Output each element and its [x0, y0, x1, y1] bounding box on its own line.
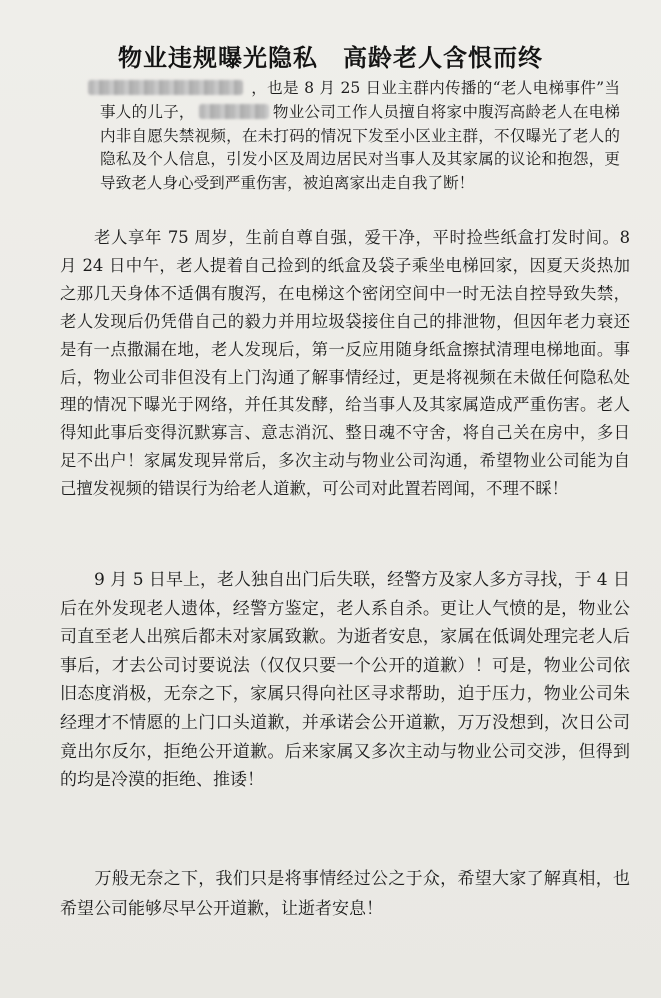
- redacted-company: [199, 104, 269, 119]
- paragraph-incident: 9 月 5 日早上，老人独自出门后失联，经警方及家人多方寻找，于 4 日后在外发现老人遗体，经警方鉴定，老人系自杀。更让人气愤的是，物业公司直至老人出殡后都未对家属致歉。为逝者安息，家属在低调处理完老人后事后，才去公司讨要说法（仅仅只要一个公开的道歉）！可是，物业公司依旧态度消极，无奈之下，家属只得向社区寻求帮助，迫于压力，物业公司朱经理才不情愿的上门口头道歉，并承诺会公开道歉，万万没想到，次日公司竟出尔反尔，拒绝公开道歉。后来家属又多次主动与物业公司交涉，但得到的均是冷漠的拒绝、推诿！: [60, 570, 630, 791]
- paragraph-appeal: 万般无奈之下，我们只是将事情经过公之于众，希望大家了解真相，也希望公司能够尽早公开道歉，让逝者安息！: [60, 869, 630, 919]
- document-title: 物业违规曝光隐私 高龄老人含恨而终: [118, 43, 543, 72]
- intro-text-b: 物业公司工作人员擅自将家中腹泻高龄老人在电梯内非自愿失禁视频，在未打码的情况下发至小区业主群，不仅曝光了老人的隐私及个人信息，引发小区及周边居民对当事人及其家属的议论和抱怨，更导致老人身心受到严重伤害，被迫离家出走自我了断！: [100, 102, 620, 193]
- redacted-name: [88, 80, 243, 95]
- paragraph-intro: [100, 77, 620, 196]
- paragraph-background: 老人享年 75 周岁，生前自尊自强，爱干净，平时捡些纸盒打发时间。8 月 24 日中午，老人提着自己捡到的纸盒及袋子乘坐电梯回家，因夏天炎热加之那几天身体不适偶有腹泻，在电梯这个密闭空间中一时无法自控导致失禁，老人发现后仍凭借自己的毅力并用垃圾袋接住自己的排泄物，但因年老力衰还是有一点撒漏在地，老人发现后，第一反应用随身纸盒擦拭清理电梯地面。事后，物业公司非但没有上门沟通了解事情经过，更是将视频在未做任何隐私处理的情况下曝光于网络，并任其发酵，给当事人及其家属造成严重伤害。老人得知此事后变得沉默寡言、意志消沉、整日魂不守舍，将自己关在房中，多日足不出户！家属发现异常后，多次主动与物业公司沟通，希望物业公司能为自己擅发视频的错误行为给老人道歉，可公司对此置若罔闻，不理不睬！: [60, 228, 630, 499]
- intro-text-a: ，也是 8 月 25 日业主群内传播的“老人电梯事件”当事人的儿子，: [100, 79, 620, 121]
